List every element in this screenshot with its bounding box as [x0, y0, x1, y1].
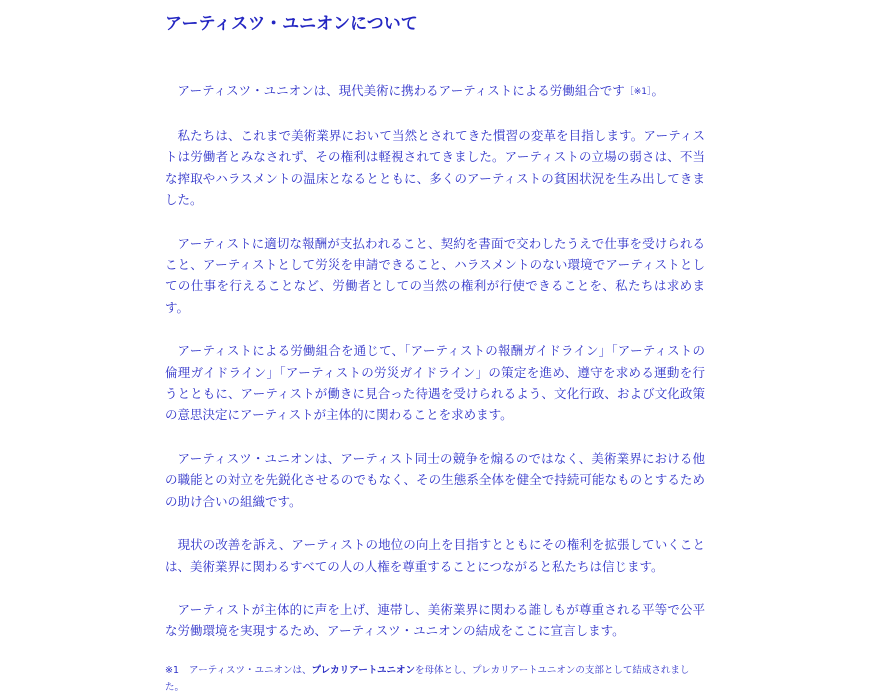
- footnote-text-after: を母体とし、プレカリアートユニオンの支部として結成されました。: [165, 664, 690, 693]
- page-title: アーティスツ・ユニオンについて: [165, 14, 418, 34]
- precariat-union-link[interactable]: プレカリアートユニオン: [311, 664, 415, 676]
- article: [165, 12, 705, 696]
- paragraph-3: アーティストによる労働組合を通じて、「アーティストの報酬ガイドライン」「アーティストの倫理ガイドライン」「アーティストの労災ガイドライン」の策定を進め、遵守を求める運動を行うとともに、アーティストが働きに見合った待遇を受けられるよう、文化行政、および文化政策の意思決定にアーティストが主体的に関わることを求めます。: [165, 343, 705, 423]
- paragraph-6: アーティストが主体的に声を上げ、連帯し、美術業界に関わる誰しもが尊重される平等で公平な労働環境を実現するため、アーティスツ・ユニオンの結成をここに宣言します。: [165, 601, 705, 639]
- paragraph-4: アーティスツ・ユニオンは、アーティスト同士の競争を煽るのではなく、美術業界における他の職能との対立を先鋭化させるのでもなく、その生態系全体を健全で持続可能なものとするための助け合いの組織です。: [165, 450, 705, 509]
- paragraph-1: 私たちは、これまで美術業界において当然とされてきた慣習の変革を目指します。アーティストは労働者とみなされず、その権利は軽視されてきました。アーティストの立場の弱さは、不当な搾取やハラスメントの温床となるとともに、多くのアーティストの貧困状況を生み出してきました。: [165, 128, 705, 208]
- intro-text: アーティスツ・ユニオンは、現代美術に携わるアーティストによる労働組合です: [177, 83, 625, 98]
- footnote-mark: ※1: [165, 664, 180, 676]
- footnote: [165, 662, 700, 696]
- paragraph-2: アーティストに適切な報酬が支払われること、契約を書面で交わしたうえで仕事を受けられること、アーティストとして労災を申請できること、ハラスメントのない環境でアーティストとしての仕事を行えることなど、労働者としての当然の権利が行使できることを、私たちは求めます。: [165, 235, 705, 315]
- footnote-text-before: アーティスツ・ユニオンは、: [189, 664, 312, 676]
- intro-paragraph: [165, 80, 705, 103]
- paragraph-5: 現状の改善を訴え、アーティストの地位の向上を目指すとともにその権利を拡張していくことは、美術業界に関わるすべての人の人権を尊重することにつながると私たちは信じます。: [165, 537, 705, 574]
- footnote-reference[interactable]: ［※1］: [624, 87, 652, 97]
- intro-end: 。: [651, 83, 665, 98]
